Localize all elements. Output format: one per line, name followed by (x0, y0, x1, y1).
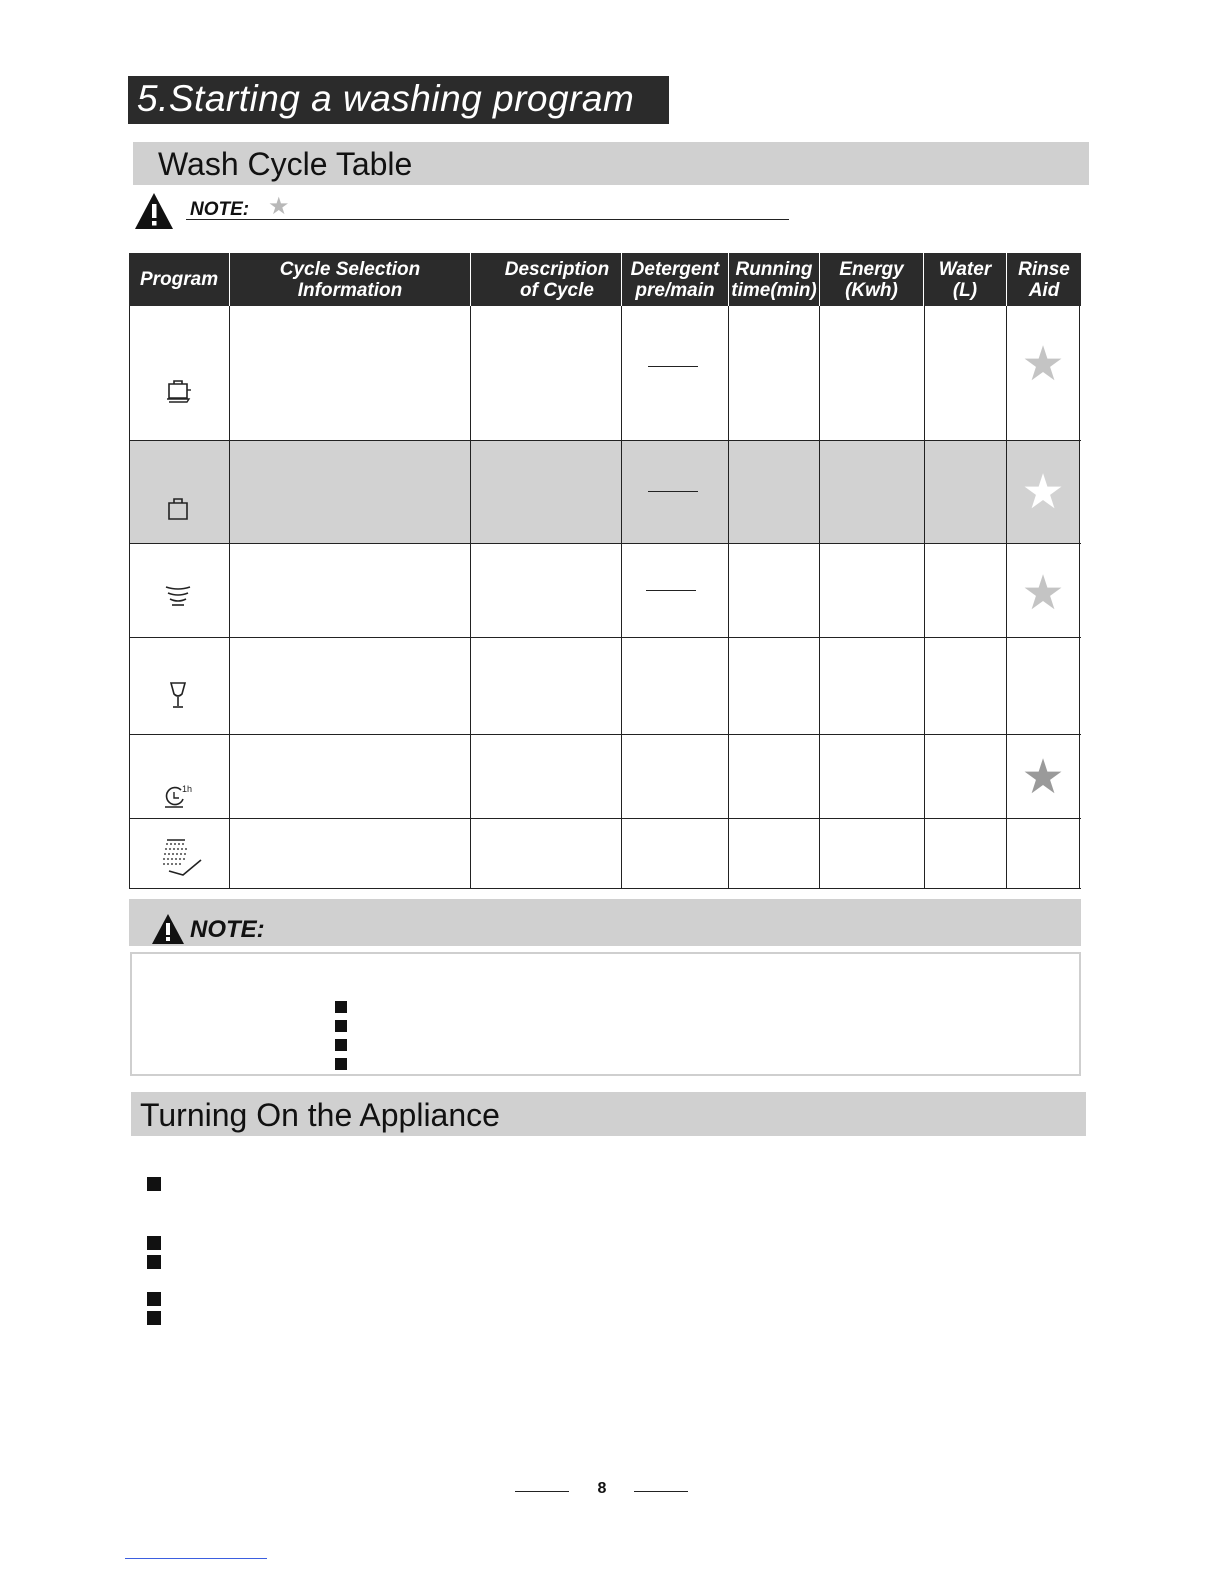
bullet-square (335, 1001, 347, 1013)
page-number-rule-left (515, 1491, 569, 1492)
bullet-square (147, 1311, 161, 1325)
star-icon: ★ (268, 193, 290, 220)
one-hour-icon (161, 781, 197, 811)
warning-icon (151, 913, 185, 945)
eco-plates-icon (163, 581, 193, 609)
glass-icon (163, 680, 193, 710)
rinse-aid-star-icon: ★ (1021, 567, 1065, 620)
bullet-square (335, 1039, 347, 1051)
note-box (130, 952, 1081, 1076)
col-divider (1006, 306, 1007, 889)
col-divider (229, 306, 230, 889)
section-title: 5.Starting a washing program (128, 76, 669, 124)
col-divider (621, 306, 622, 889)
rinse-aid-star-icon: ★ (1021, 466, 1065, 519)
pot-intensive-icon (163, 376, 193, 404)
row-divider (129, 637, 1081, 638)
header-description: Description of Cycle (471, 253, 621, 306)
rinse-aid-star-icon: ★ (1021, 338, 1065, 391)
col-divider (819, 306, 820, 889)
note-band (129, 899, 1081, 946)
bullet-square (335, 1020, 347, 1032)
rinse-shower-icon (159, 836, 205, 880)
bullet-square (147, 1236, 161, 1250)
bullet-square (335, 1058, 347, 1070)
table-bottom-border (129, 888, 1081, 889)
header-running-time: Running time(min) (729, 253, 819, 306)
wash-cycle-table (129, 253, 1081, 889)
pot-normal-icon (163, 495, 193, 523)
bullet-square (147, 1177, 161, 1191)
footer-link-underline (125, 1558, 267, 1559)
note-underline (186, 219, 789, 220)
row-divider (129, 734, 1081, 735)
col-divider (129, 306, 130, 889)
header-detergent: Detergent pre/main (622, 253, 728, 306)
note-label: NOTE: (190, 916, 265, 943)
detergent-dash (648, 491, 698, 492)
wash-cycle-table-title: Wash Cycle Table (158, 146, 413, 182)
row-divider (129, 818, 1081, 819)
turning-on-title: Turning On the Appliance (140, 1097, 500, 1133)
svg-text:1h: 1h (182, 784, 193, 794)
header-energy: Energy (Kwh) (820, 253, 923, 306)
detergent-dash (648, 366, 698, 367)
row-divider (129, 440, 1081, 441)
col-divider (924, 306, 925, 889)
table-row-shaded (130, 441, 1080, 543)
header-water: Water (L) (924, 253, 1006, 306)
header-program: Program (129, 253, 229, 306)
header-rinse-aid: Rinse Aid (1007, 253, 1081, 306)
warning-icon (134, 192, 174, 230)
bullet-square (147, 1292, 161, 1306)
col-divider (470, 306, 471, 889)
page-number: 8 (597, 1480, 607, 1497)
header-cycle-selection: Cycle Selection Information (230, 253, 470, 306)
col-divider (1079, 306, 1080, 889)
detergent-dash (646, 590, 696, 591)
page-number-rule-right (634, 1491, 688, 1492)
row-divider (129, 543, 1081, 544)
rinse-aid-star-icon: ★ (1021, 751, 1065, 804)
bullet-square (147, 1255, 161, 1269)
note-label: NOTE: (190, 199, 250, 220)
col-divider (728, 306, 729, 889)
